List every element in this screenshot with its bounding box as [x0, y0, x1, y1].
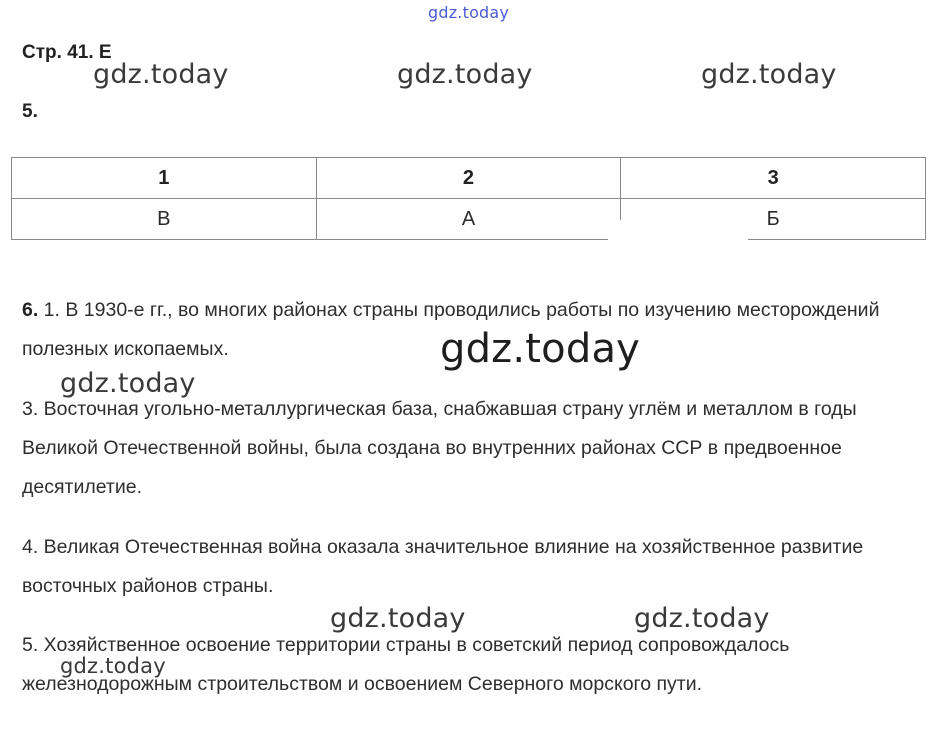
watermark-low-center: gdz.today — [330, 603, 466, 634]
table-header-cell: 1 — [12, 158, 317, 199]
task6-p1-text: 1. В 1930-е гг., во многих районах страны проводились работы по изучению месторождений полезных ископаемых. — [22, 299, 880, 360]
table-border-gap — [608, 220, 748, 242]
table-header-cell: 2 — [316, 158, 621, 199]
page-label: Стр. 41. Е — [22, 42, 112, 63]
watermark-mid-left: gdz.today — [60, 368, 196, 399]
table-cell: В — [12, 199, 317, 240]
task6-paragraph-5: 5. Хозяйственное освоение территории страны в советский период сопровождалось железнодорожным строительством и освоением Северного морского пути. — [22, 634, 790, 695]
table-header-cell: 3 — [621, 158, 926, 199]
task6-number: 6. — [22, 299, 39, 321]
watermark-row1-left: gdz.today — [93, 59, 229, 90]
table-cell: А — [316, 199, 621, 240]
task6-paragraph-4: 4. Великая Отечественная война оказала значительное влияние на хозяйственное развитие восточных районов страны. — [22, 536, 864, 597]
answer-table — [11, 157, 926, 240]
watermark-top: gdz.today — [428, 3, 510, 22]
watermark-low-right: gdz.today — [634, 603, 770, 634]
task6-paragraph-3: 3. Восточная угольно-металлургическая база, снабжавшая страну углём и металлом в годы Великой Отечественной войны, была создана во внутренних районах ССР в предвоенное десятилетие. — [22, 398, 857, 498]
watermark-row1-center: gdz.today — [397, 59, 533, 90]
task5-number: 5. — [22, 101, 38, 122]
watermark-small: gdz.today — [60, 654, 166, 678]
table-cell: Б — [621, 199, 926, 240]
table-header-row — [12, 158, 926, 199]
table-row — [12, 199, 926, 240]
watermark-large: gdz.today — [440, 326, 641, 372]
watermark-row1-right: gdz.today — [701, 59, 837, 90]
